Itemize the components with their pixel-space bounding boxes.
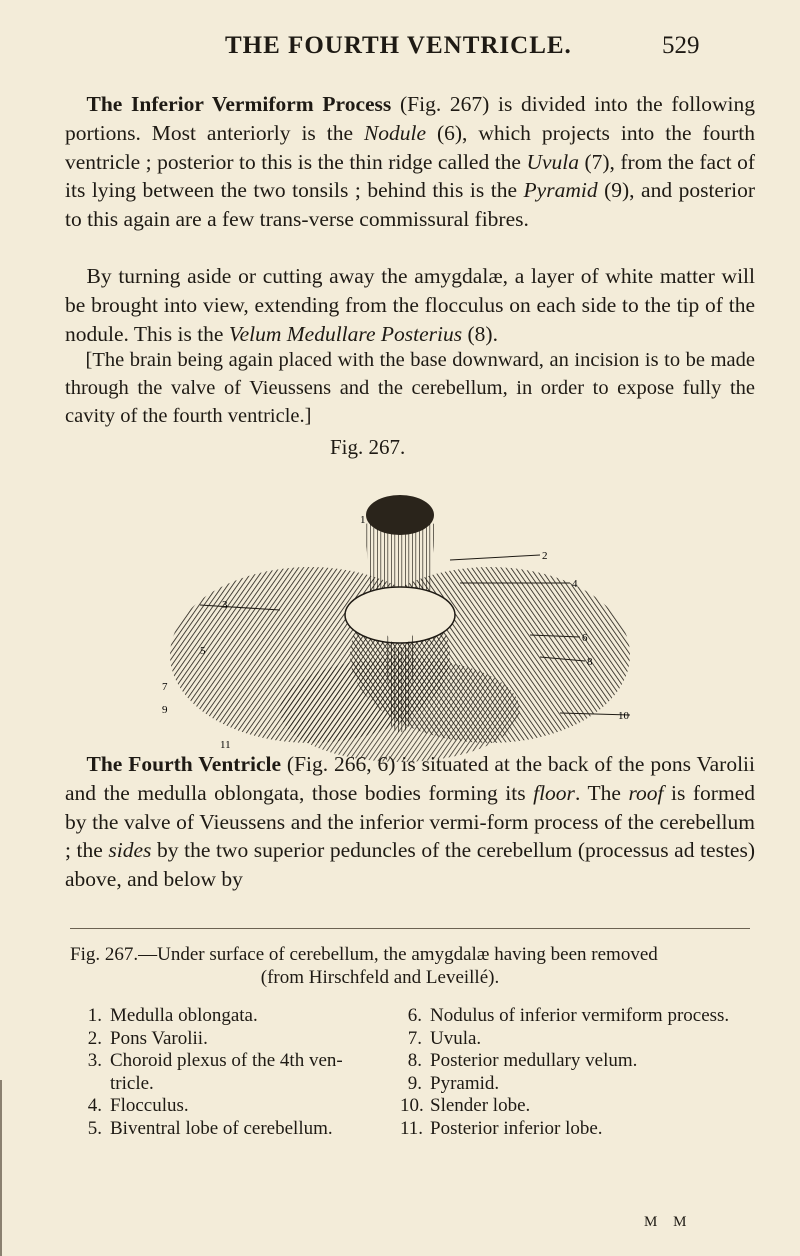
legend-left-column <box>80 1005 380 1140</box>
legend-item <box>80 1118 380 1141</box>
caption-line-2: (from Hirschfeld and Leveillé). <box>260 967 500 988</box>
leader-line <box>450 555 540 560</box>
italic-term: roof <box>628 780 664 805</box>
italic-term: Pyramid <box>523 178 598 203</box>
legend-item <box>400 1050 760 1073</box>
italic-term: Uvula <box>526 149 579 174</box>
marker-8: 8 <box>587 656 593 668</box>
legend-number: 8. <box>407 1050 422 1071</box>
legend-text: Choroid plexus of the 4th ven-tricle. <box>110 1050 343 1094</box>
legend-item <box>400 1028 760 1051</box>
text-run: By turning aside or cutting away the amygdalæ, a layer of white matter will be brought into view, extending from the flocculus on each side to the tip of the nodule. This is the <box>65 264 755 346</box>
legend-right-column <box>400 1005 760 1140</box>
figure-label: Fig. 267. <box>330 435 406 459</box>
paragraph-instruction <box>65 346 755 430</box>
fourth-ventricle <box>345 587 455 643</box>
running-header <box>0 30 800 70</box>
marker-5: 5 <box>200 645 206 657</box>
marker-4: 4 <box>572 578 578 590</box>
text-run: by the two superior peduncles of the cerebellum (processus ad testes) above, and below by <box>65 838 755 892</box>
legend-item <box>400 1073 760 1096</box>
marker-2: 2 <box>542 550 548 562</box>
marker-6: 6 <box>582 632 588 644</box>
legend-text: Flocculus. <box>110 1095 189 1116</box>
legend-text: Nodulus of inferior vermiform process. <box>430 1005 730 1026</box>
text-run: (6), which projects into the fourth ventricle ; posterior to this is the thin ridge called the <box>65 120 755 174</box>
text-run: [The brain being again placed with the base downward, an incision is to be made through the valve of Vieussens and the cerebellum, in order to expose fully the cavity of the fourth ventricle.] <box>65 349 755 427</box>
legend-number: 6. <box>407 1005 422 1026</box>
text-run: (7), from the fact of its lying between the two tonsils ; behind this is the <box>65 149 755 203</box>
legend-number: 3. <box>87 1050 102 1071</box>
legend-item <box>400 1095 760 1118</box>
legend-number: 2. <box>87 1027 102 1049</box>
footnote-rule <box>70 928 750 929</box>
bold-lead: The Fourth Ventricle <box>86 752 282 776</box>
legend-text: Pons Varolii. <box>110 1027 208 1049</box>
marker-3: 3 <box>222 599 228 611</box>
signature-mark: M M <box>644 1214 693 1230</box>
running-title: THE FOURTH VENTRICLE. <box>225 32 572 59</box>
legend-number: 9. <box>407 1072 422 1094</box>
legend-number: 1. <box>87 1005 102 1026</box>
italic-term: floor <box>533 780 575 805</box>
cerebellum-illustration <box>160 465 640 765</box>
legend-item <box>400 1005 760 1028</box>
legend-item <box>80 1095 380 1118</box>
legend-text: Biventral lobe of cerebellum. <box>110 1117 333 1139</box>
text-run: (8). <box>462 321 498 346</box>
legend-item <box>400 1118 760 1141</box>
legend-number: 7. <box>407 1027 422 1049</box>
legend-number: 11. <box>400 1117 424 1139</box>
legend-text: Slender lobe. <box>430 1095 531 1116</box>
legend-text: Pyramid. <box>430 1072 500 1094</box>
medulla-top <box>366 495 434 535</box>
marker-9: 9 <box>162 704 168 716</box>
marker-1: 1 <box>360 514 366 526</box>
legend-item <box>80 1028 380 1051</box>
text-run: (Fig. 266, 6) is situated at the back of the pons Varolii and the medulla oblongata, those bodies forming its <box>65 752 755 805</box>
text-run: (9), and posterior to this again are a few trans-verse commissural fibres. <box>65 178 756 232</box>
text-run: . The <box>574 780 629 805</box>
legend-text: Uvula. <box>430 1027 482 1049</box>
legend-text: Medulla oblongata. <box>110 1005 258 1026</box>
figure-caption <box>70 943 760 989</box>
caption-line-1: Fig. 267.—Under surface of cerebellum, the amygdalæ having been removed <box>70 944 658 965</box>
marker-7: 7 <box>162 681 168 693</box>
italic-term: Velum Medullare Posterius <box>228 321 463 346</box>
text-run: (Fig. 267) is divided into the following portions. Most anteriorly is the <box>65 92 755 145</box>
legend-number: 4. <box>87 1095 102 1116</box>
legend-number: 5. <box>87 1117 102 1139</box>
marker-10: 10 <box>618 710 629 722</box>
legend-text: Posterior inferior lobe. <box>430 1117 603 1139</box>
paragraph-velum <box>65 262 755 348</box>
bold-lead: The Inferior Vermiform Process <box>86 92 392 116</box>
italic-term: sides <box>108 838 152 863</box>
paragraph-fourth-ventricle <box>65 750 755 894</box>
legend-item <box>80 1005 380 1028</box>
italic-term: Nodule <box>363 120 427 145</box>
page-number: 529 <box>662 32 700 59</box>
text-run: is formed by the valve of Vieussens and the inferior vermi-form process of the cerebellum ; the <box>65 780 755 863</box>
marker-11: 11 <box>220 739 231 751</box>
legend-item <box>80 1050 380 1095</box>
legend-text: Posterior medullary velum. <box>430 1050 638 1071</box>
legend-number: 10. <box>400 1095 424 1116</box>
paragraph-inferior-vermiform <box>65 90 755 234</box>
page-edge <box>0 1080 2 1256</box>
